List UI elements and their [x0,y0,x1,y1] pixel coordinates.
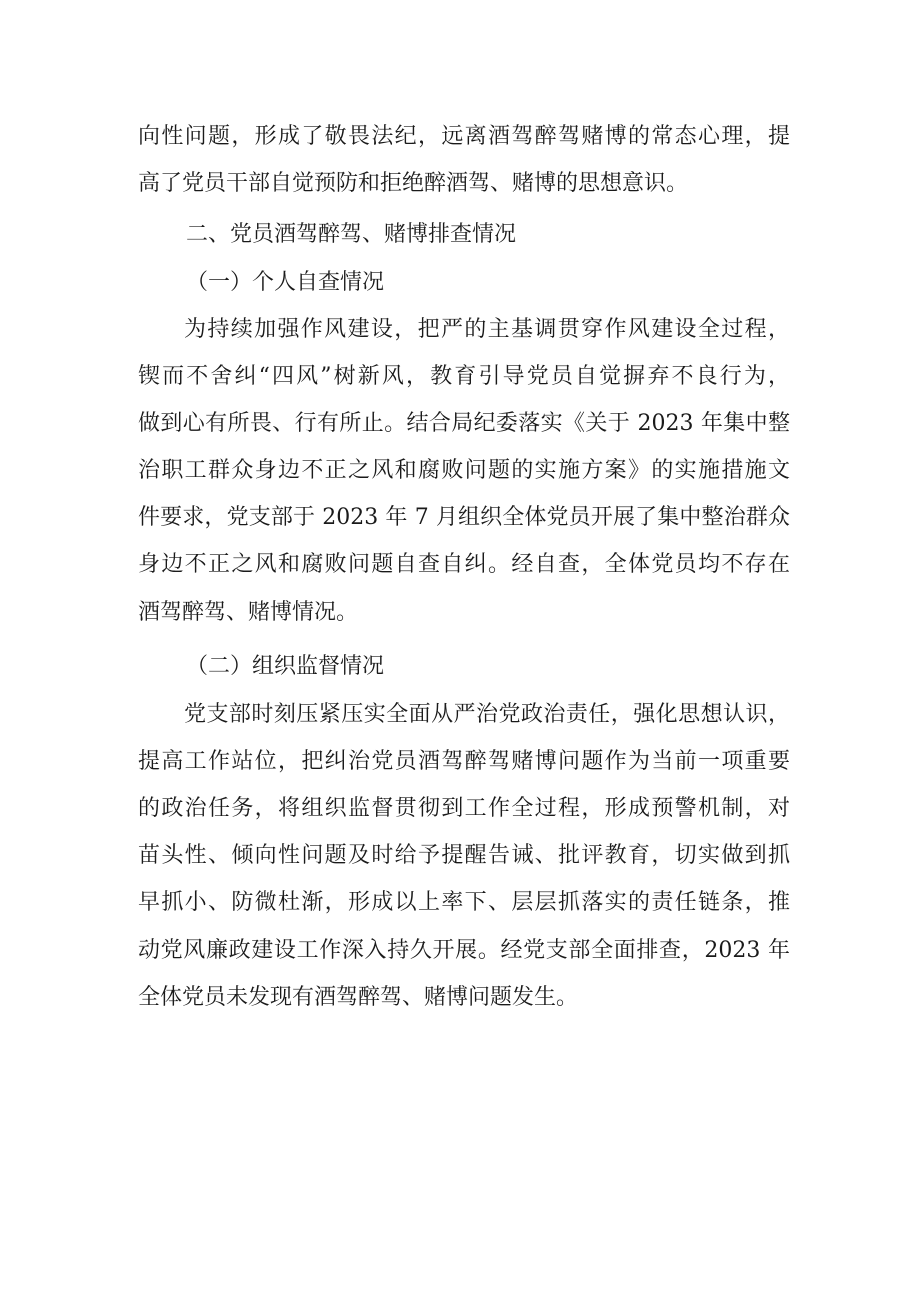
paragraph-1-line-2: 高了党员干部自觉预防和拒绝醉酒驾、赌博的思想意识。 [138,171,689,196]
paragraph-2-line-1: 为持续加强作风建设，把严的主基调贯穿作风建设全过程， [184,317,790,342]
paragraph-2-line-3: 做到心有所畏、行有所止。结合局纪委落实《关于 2023 年集中整 [138,411,790,436]
paragraph-3-line-4: 苗头性、倾向性问题及时给予提醒告诫、批评教育，切实做到抓 [138,843,790,868]
paragraph-2-line-6: 身边不正之风和腐败问题自查自纠。经自查，全体党员均不存在 [138,552,790,577]
paragraph-3-line-6: 动党风廉政建设工作深入持久开展。经党支部全面排查，2023 年 [138,938,790,963]
paragraph-2-line-4: 治职工群众身边不正之风和腐败问题的实施方案》的实施措施文 [138,458,790,483]
paragraph-2-line-2: 锲而不舍纠“四风”树新风，教育引导党员自觉摒弃不良行为， [138,364,790,389]
paragraph-1-line-1: 向性问题，形成了敬畏法纪，远离酒驾醉驾赌博的常态心理，提 [138,124,790,149]
paragraph-3-line-1: 党支部时刻压紧压实全面从严治党政治责任，强化思想认识， [184,702,790,727]
paragraph-3-line-7: 全体党员未发现有酒驾醉驾、赌博问题发生。 [138,985,579,1010]
paragraph-2-line-5: 件要求，党支部于 2023 年 7 月组织全体党员开展了集中整治群众 [138,505,790,530]
paragraph-3-line-2: 提高工作站位，把纠治党员酒驾醉驾赌博问题作为当前一项重要 [138,749,790,774]
subsection-2-heading: （二）组织监督情况 [186,654,385,679]
paragraph-3-line-5: 早抓小、防微杜渐，形成以上率下、层层抓落实的责任链条，推 [138,890,790,915]
paragraph-2-line-7: 酒驾醉驾、赌博情况。 [138,600,359,625]
section-2-heading: 二、党员酒驾醉驾、赌博排查情况 [186,222,517,247]
paragraph-3-line-3: 的政治任务，将组织监督贯彻到工作全过程，形成预警机制，对 [138,796,790,821]
subsection-1-heading: （一）个人自查情况 [186,270,385,295]
